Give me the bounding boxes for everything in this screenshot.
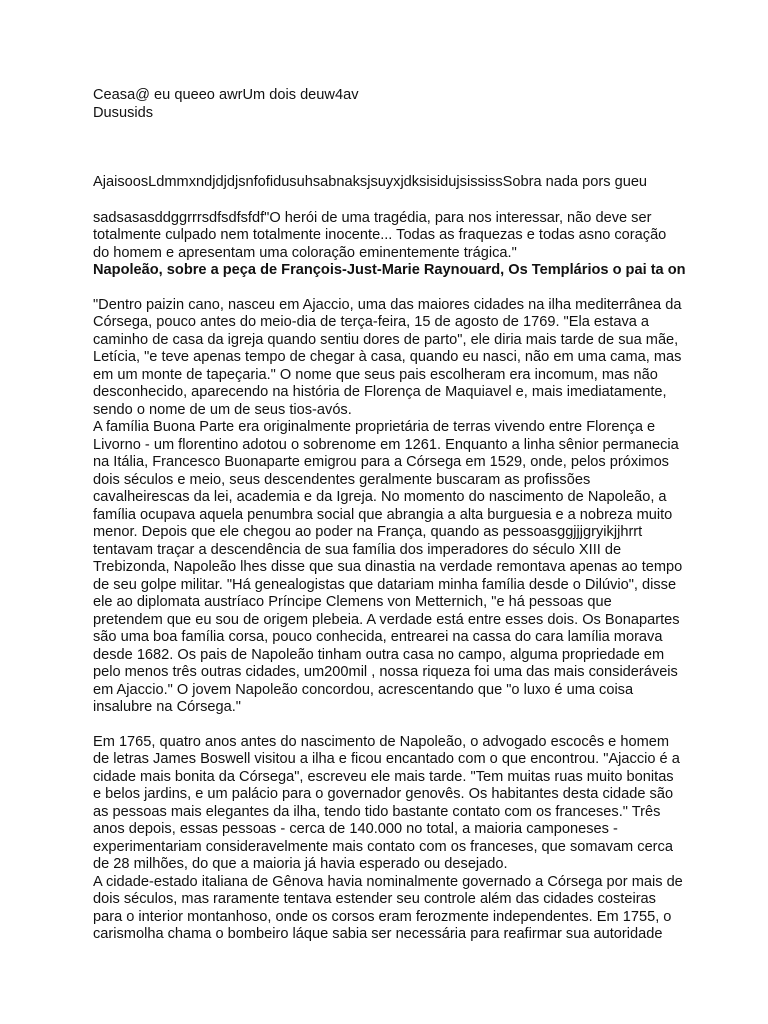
header-line-1: Ceasa@ eu queeo awrUm dois deuw4av	[93, 87, 359, 103]
header-block	[93, 87, 683, 122]
paragraph-birth: "Dentro paizin cano, nasceu em Ajaccio, uma das maiores cidades na ilha mediterrânea da Córsega, pouco antes do meio-dia de terça-feira, 15 de agosto de 1769. "Ela estava a caminho de casa da igreja quando sentiu dores de parto", ele diria mais tarde de sua mãe, Letícia, "e teve apenas tempo de chegar à casa, quando eu nasci, não em uma cama, mas em um monte de tapeçaria." O nome que seus pais escolheram era incomum, mas não desconhecido, aparecendo na história de Florença de Maquiavel e, mais imediatamente, sendo o nome de um de seus tios-avós.	[93, 296, 682, 418]
paragraph-genoa: A cidade-estado italiana de Gênova havia nominalmente governado a Córsega por mais de dois séculos, mas raramente tentava estender seu controle além das cidades costeiras para o interior montanhoso, onde os corsos eram ferozmente independentes. Em 1755, o carismolha chama o bombeiro láque sabia ser necessária para reafirmar sua autoridade	[93, 873, 683, 942]
epigraph-quote: sadsasasddggrrrsdfsdfsfdf"O herói de uma tragédia, para nos interessar, não deve ser totalmente culpado nem totalmente inocente... Todas as fraquezas e todas asno coração do homem e apresentam uma coloração eminentemente trágica."	[93, 209, 667, 261]
intro-line: AjaisoosLdmmxndjdjdjsnfofidusuhsabnaksjsuyxjdksisidujsississSobra nada pors gueu	[93, 174, 648, 190]
paragraph-family: A família Buona Parte era originalmente proprietária de terras vivendo entre Florença e Livorno - um florentino adotou o sobrenome em 1261. Enquanto a linha sênior permanecia na Itália, Francesco Buonaparte emigrou para a Córsega em 1529, onde, pelos próximos dois séculos e meio, seus descendentes geralmente buscaram as profissões cavalheirescas da lei, academia e da Igreja. No momento do nascimento de Napoleão, a família ocupava aquela penumbra social que abrangia a alta burguesia e a nobreza muito menor. Depois que ele chegou ao poder na França, quando as pessoasggjjjgryikjjhrrt tentavam traçar a descendência de sua família dos imperadores do século XIII de Trebizonda, Napoleão lhes disse que sua dinastia na verdade remontava apenas ao tempo de seu golpe militar. "Há genealogistas que datariam minha família desde o Dilúvio", disse ele ao diplomata austríaco Príncipe Clemens von Metternich, "e há pessoas que pretendem que eu sou de origem plebeia. A verdade está entre esses dois. Os Bonapartes são uma boa família corsa, pouco conhecida, entrearei na cassa do cara lamília morava desde 1682. Os pais de Napoleão tinham outra casa no campo, alguma propriedade em pelo menos três outras cidades, um200mil , nossa riqueza foi uma das mais consideráveis em Ajaccio." O jovem Napoleão concordou, acrescentando que "o luxo é uma coisa insalubre na Córsega."	[93, 419, 683, 715]
paragraph-boswell: Em 1765, quatro anos antes do nascimento de Napoleão, o advogado escocês e homem de letras James Boswell visitou a ilha e ficou encantado com o que encontrou. "Ajaccio é a cidade mais bonita da Córsega", escreveu ele mais tarde. "Tem muitas ruas muito bonitas e belos jardins, e um palácio para o governador genovês. Os habitantes desta cidade são as pessoas mais elegantes da ilha, tendo tido bastante contato com os franceses." Três anos depois, essas pessoas - cerca de 140.000 no total, a maioria camponeses - experimentariam consideravelmente mais contato com os franceses, que somavam cerca de 28 milhões, do que a maioria já havia esperado ou desejado.	[93, 733, 680, 872]
epigraph-attribution: Napoleão, sobre a peça de François-Just-Marie Raynouard, Os Templários o pai ta on	[93, 262, 686, 278]
header-line-2: Dususids	[93, 104, 154, 121]
document-body	[93, 87, 686, 944]
